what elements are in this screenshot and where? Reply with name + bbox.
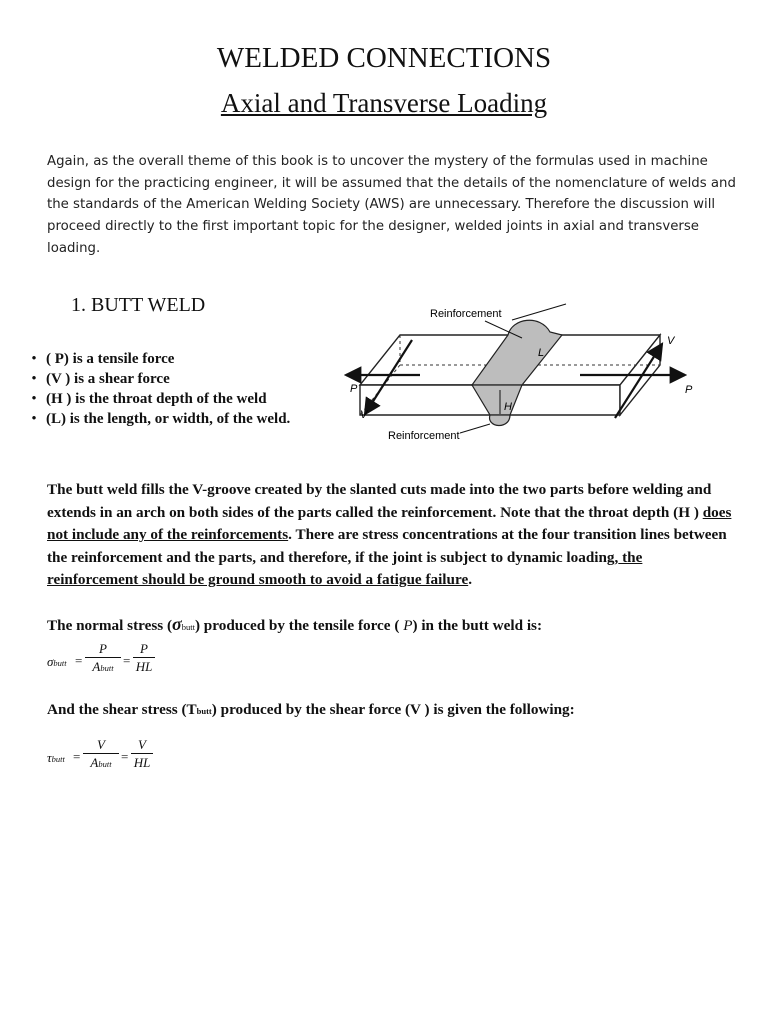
shear-stress-sub: butt [196, 706, 212, 716]
body-text-1: The butt weld fills the V-groove created by the slanted cuts made into the two parts before welding and extends in an arch on both sides of the parts called the reinforcement. Note that the throat depth (H ) [47, 481, 712, 521]
section-heading: 1. BUTT WELD [71, 294, 206, 316]
eq1-den-1 [85, 658, 121, 675]
normal-stress-equation [47, 641, 247, 681]
butt-weld-diagram [340, 300, 710, 450]
eq2-lhs [47, 750, 65, 766]
normal-stress-text [47, 614, 747, 635]
eq1-lhs-symbol: σ [47, 654, 54, 669]
eq1-num-2: P [140, 641, 148, 656]
eq1-den-2: HL [135, 659, 153, 674]
leader-bottom [460, 424, 490, 433]
list-item [22, 369, 290, 389]
page-title: WELDED CONNECTIONS [216, 42, 552, 74]
normal-stress-pre: The normal stress ( [47, 617, 173, 634]
list-item [22, 349, 290, 369]
normal-stress-mid: ) produced by the tensile force ( [194, 617, 404, 634]
normal-stress-symbol: σ [172, 614, 182, 634]
label-v-left: V [360, 409, 368, 421]
shear-stress-text [47, 701, 747, 719]
list-item [22, 389, 290, 409]
body-text-2: . There are stress concentrations at the four transition lines between the reinforcement and the parts, and therefore, if the joint is subject to dynamic loading, [47, 526, 727, 566]
bullet-icon: • [31, 411, 37, 427]
eq1-fraction-2 [133, 641, 155, 675]
list-item-text: ( P) is a tensile force [46, 351, 175, 367]
eq1-num-1: P [99, 641, 107, 656]
eq1-den-1-symbol: A [92, 659, 101, 674]
l-dimension-line [512, 304, 566, 320]
list-item-text: (H ) is the throat depth of the weld [46, 391, 267, 407]
eq2-den-1-sub: butt [98, 759, 112, 769]
list-item-text: (V ) is a shear force [46, 371, 170, 387]
eq2-fraction-2 [131, 737, 153, 771]
list-item-text: (L) is the length, or width, of the weld. [46, 411, 291, 427]
normal-stress-sub: butt [181, 622, 195, 632]
body-underline-1: does not include any of the reinforcements [47, 503, 732, 544]
label-p-right: P [685, 384, 693, 396]
subtitle-text: Axial and Transverse Loading [220, 88, 548, 118]
page-subtitle [0, 88, 768, 119]
eq2-equals-1: = [73, 749, 81, 764]
eq2-lhs-sub: butt [51, 754, 65, 764]
eq1-den-1-sub: butt [100, 663, 114, 673]
eq2-num-2: V [138, 737, 146, 752]
eq2-equals-2: = [121, 749, 129, 764]
eq2-fraction-1 [83, 737, 119, 771]
bullet-icon: • [31, 351, 37, 367]
list-item [22, 409, 290, 429]
normal-stress-post: ) in the butt weld is: [412, 617, 543, 634]
shear-stress-post: ) produced by the shear force (V ) is given the following: [211, 701, 575, 718]
label-l: L [538, 347, 545, 359]
eq1-equals-2: = [123, 653, 131, 668]
eq2-lhs-symbol: τ [47, 750, 52, 765]
label-p-left: P [350, 383, 358, 395]
variable-list [22, 349, 290, 429]
label-v-right: V [667, 335, 675, 347]
eq1-fraction-1 [85, 641, 121, 675]
label-h: H [504, 401, 512, 413]
eq2-num-1: V [97, 737, 105, 752]
eq1-lhs [47, 654, 67, 670]
intro-paragraph: Again, as the overall theme of this book is to uncover the mystery of the formulas used in machine design for the practicing engineer, it will be assumed that the details of the nomenclature of welds and the standards of the American Welding Society (AWS) are unnecessary. Therefore the discussion will proceed directly to the first important topic for the designer, welded joints in axial and transverse loading. [47, 154, 736, 256]
eq2-den-1 [83, 754, 119, 771]
normal-stress-force: P [403, 617, 413, 634]
eq2-den-2: HL [133, 755, 151, 770]
body-paragraph [47, 479, 737, 592]
eq1-lhs-sub: butt [53, 658, 67, 668]
label-reinforcement-top: Reinforcement [430, 308, 502, 320]
label-reinforcement-bottom: Reinforcement [388, 430, 460, 442]
body-underline-2: the reinforcement should be ground smooth to avoid a fatigue failure [47, 548, 643, 589]
eq2-den-1-symbol: A [90, 755, 99, 770]
bullet-icon: • [31, 371, 37, 387]
eq1-equals-1: = [75, 653, 83, 668]
body-text-3: . [468, 571, 472, 589]
shear-stress-pre: And the shear stress (T [47, 701, 197, 718]
shear-stress-equation [47, 737, 247, 777]
bullet-icon: • [31, 391, 37, 407]
